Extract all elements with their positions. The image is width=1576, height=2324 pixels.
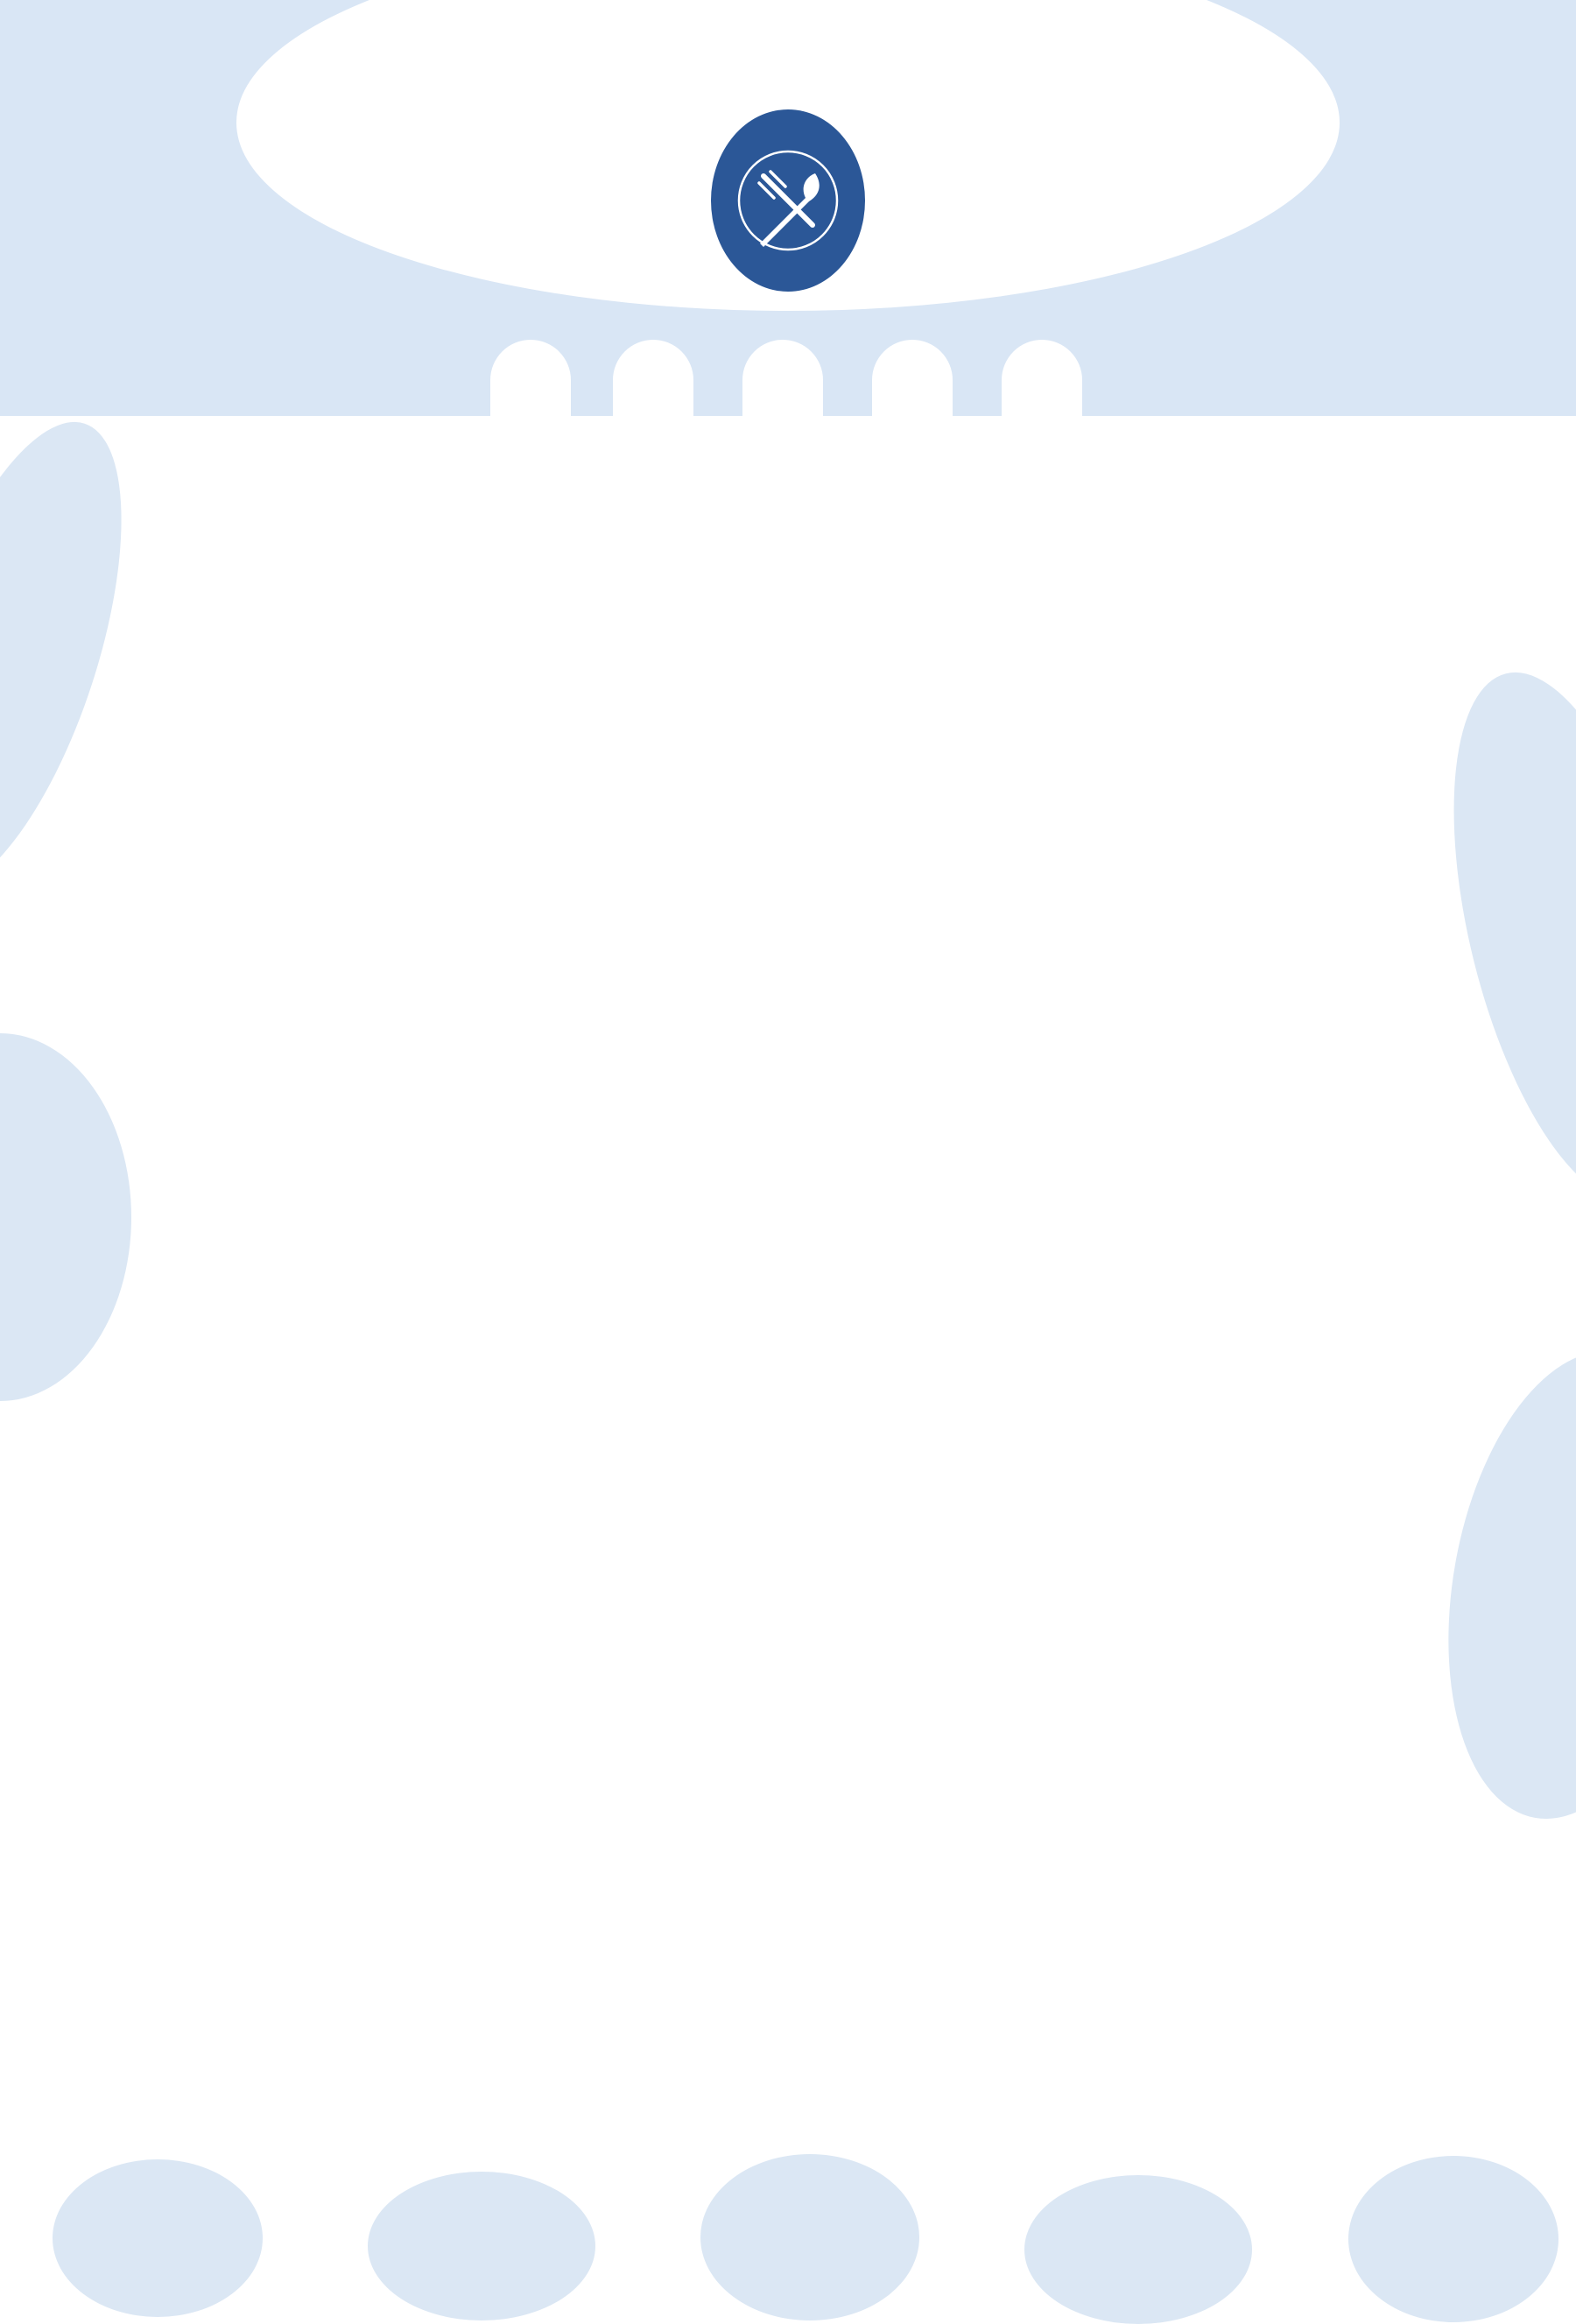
halal-kitchen-logo-graphic: [709, 107, 867, 294]
petal-shape: [1408, 649, 1576, 1224]
arch-shape: [872, 340, 953, 506]
arch-shape: [1002, 340, 1082, 506]
arch-shape: [490, 340, 571, 506]
petal-shape: [1414, 1331, 1576, 1839]
petal-shape: [53, 2159, 263, 2317]
arch-shape: [613, 340, 693, 506]
petal-shape: [1024, 2175, 1252, 2324]
besmele-heading: [320, 156, 705, 165]
petal-shape: [700, 2154, 919, 2320]
halal-kitchen-logo: [709, 107, 867, 294]
petal-shape: [368, 2172, 595, 2320]
petal-shape: [0, 397, 168, 917]
sukur-heading: [919, 156, 1305, 165]
arch-shape: [742, 340, 823, 506]
petal-shape: [0, 1033, 131, 1401]
petal-shape: [1348, 2156, 1558, 2322]
